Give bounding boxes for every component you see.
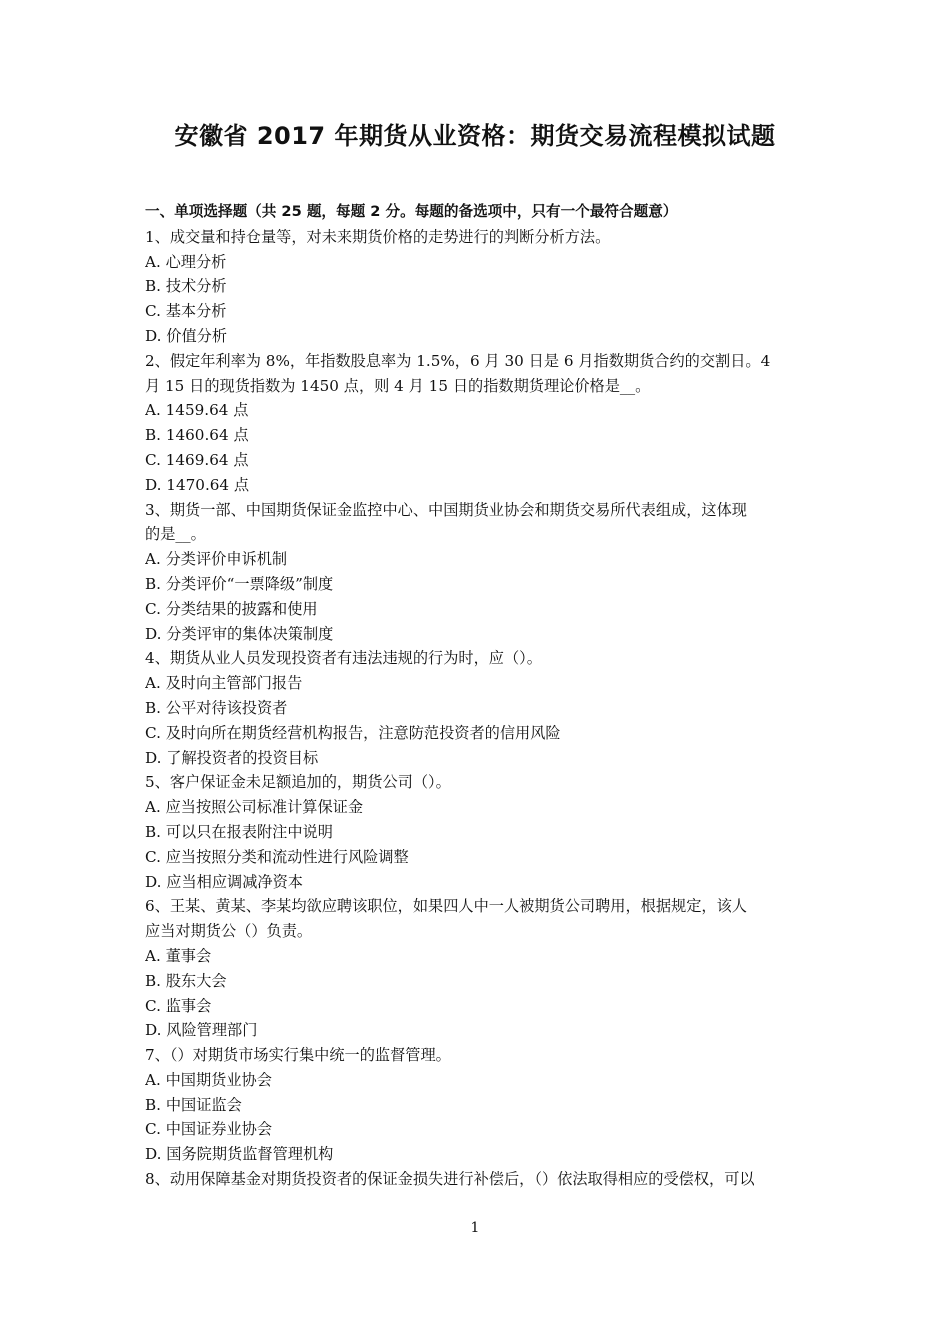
text-line: C. 及时向所在期货经营机构报告，注意防范投资者的信用风险 (145, 723, 561, 742)
text-line: 7、（）对期货市场实行集中统一的监督管理。 (145, 1046, 451, 1065)
text-line: 6、王某、黄某、李某均欲应聘该职位，如果四人中一人被期货公司聘用，根据规定，该人 (145, 897, 747, 916)
text-line: A. 1459.64 点 (145, 401, 249, 420)
text-line: 8、动用保障基金对期货投资者的保证金损失进行补偿后，（）依法取得相应的受偿权，可以 (145, 1170, 755, 1189)
text-line: B. 股东大会 (145, 971, 227, 990)
text-line: B. 分类评价“一票降级”制度 (145, 574, 334, 593)
document-body (145, 200, 815, 1192)
text-line: 1、成交量和持仓量等，对未来期货价格的走势进行的判断分析方法。 (145, 227, 611, 246)
text-line: 应当对期货公（）负责。 (145, 922, 313, 941)
text-line: 2、假定年利率为 8%，年指数股息率为 1.5%，6 月 30 日是 6 月指数期货合约的交割日。4 (145, 351, 771, 370)
text-line: C. 1469.64 点 (145, 450, 249, 469)
text-line: A. 中国期货业协会 (145, 1070, 272, 1089)
text-line: C. 中国证券业协会 (145, 1120, 273, 1139)
text-line: A. 及时向主管部门报告 (145, 674, 303, 693)
text-line: 月 15 日的现货指数为 1450 点，则 4 月 15 日的指数期货理论价格是__。 (145, 376, 651, 395)
text-line: 的是__。 (145, 525, 206, 544)
text-line: A. 心理分析 (145, 252, 227, 271)
text-line: C. 分类结果的披露和使用 (145, 599, 318, 618)
text-line: B. 技术分析 (145, 277, 227, 296)
text-line: C. 基本分析 (145, 302, 227, 321)
text-line: D. 应当相应调减净资本 (145, 872, 303, 891)
text-line: A. 董事会 (145, 946, 212, 965)
text-line: C. 应当按照分类和流动性进行风险调整 (145, 847, 409, 866)
text-line: B. 公平对待该投资者 (145, 698, 288, 717)
text-line: 3、期货一部、中国期货保证金监控中心、中国期货业协会和期货交易所代表组成，这体现 (145, 500, 747, 519)
page-number: 1 (470, 1220, 480, 1236)
text-line: 5、客户保证金未足额追加的，期货公司（）。 (145, 773, 451, 792)
question-list (145, 225, 815, 1192)
text-line: D. 风险管理部门 (145, 1021, 258, 1040)
document-title: 安徽省 2017 年期货从业资格：期货交易流程模拟试题 (174, 122, 776, 150)
text-line: D. 国务院期货监督管理机构 (145, 1145, 334, 1164)
text-line: D. 分类评审的集体决策制度 (145, 624, 334, 643)
text-line: C. 监事会 (145, 996, 212, 1015)
text-line: D. 价值分析 (145, 326, 228, 345)
text-line: A. 分类评价申诉机制 (145, 550, 288, 569)
text-line: B. 1460.64 点 (145, 426, 249, 445)
section-heading: 一、单项选择题（共 25 题，每题 2 分。每题的备选项中，只有一个最符合题意） (145, 203, 678, 220)
text-line: D. 了解投资者的投资目标 (145, 748, 319, 767)
text-line: B. 可以只在报表附注中说明 (145, 822, 333, 841)
text-line: B. 中国证监会 (145, 1095, 242, 1114)
text-line: A. 应当按照公司标准计算保证金 (145, 798, 364, 817)
text-line: 4、期货从业人员发现投资者有违法违规的行为时，应（）。 (145, 649, 542, 668)
text-line: D. 1470.64 点 (145, 475, 250, 494)
